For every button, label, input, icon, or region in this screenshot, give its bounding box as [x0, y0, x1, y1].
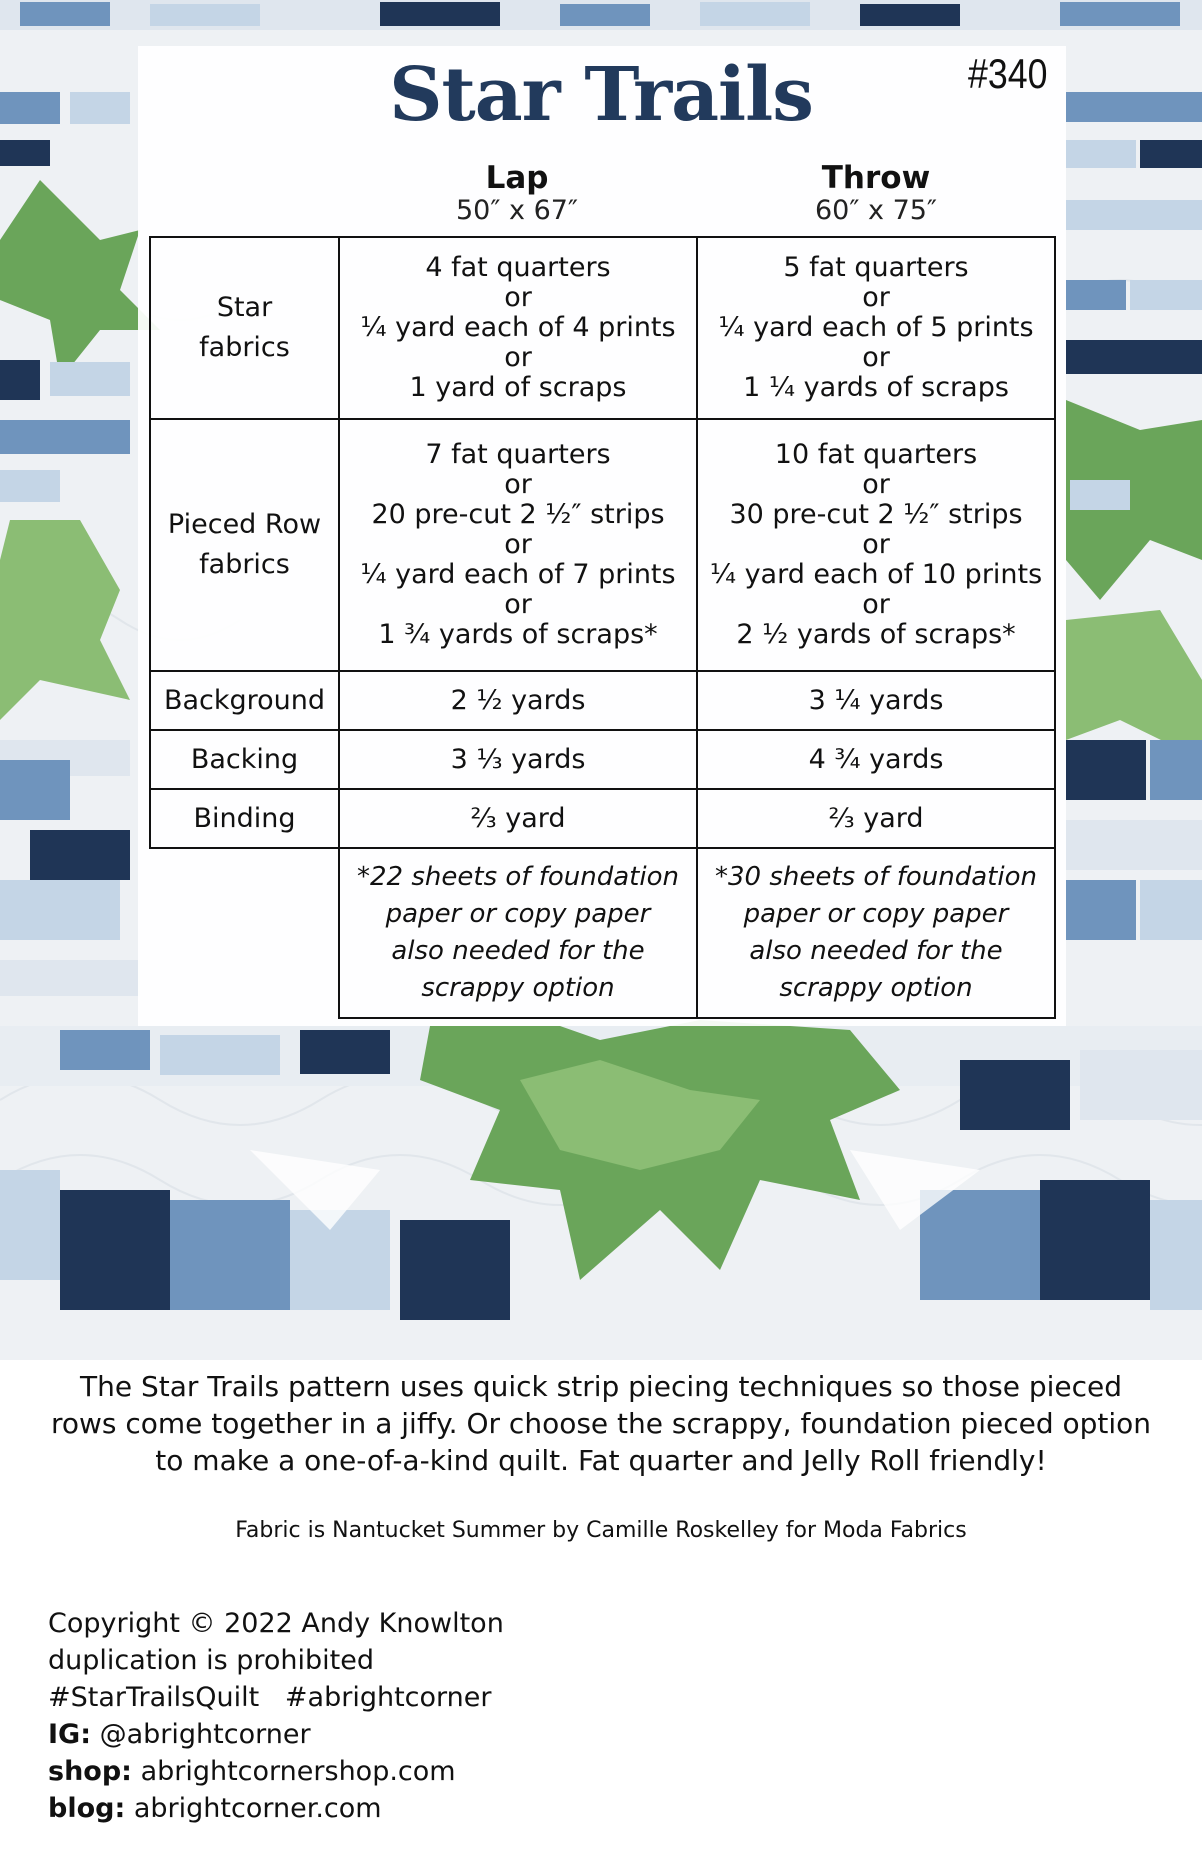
shop-line: [48, 1753, 504, 1790]
hashtags: #StarTrailsQuilt #abrightcorner: [48, 1682, 492, 1713]
lap-cell: 3 ⅓ yards: [339, 730, 697, 789]
cell-line: 10 fat quarters: [774, 439, 978, 470]
table-row-note: [150, 848, 1055, 1018]
cell-line: or: [504, 589, 532, 620]
cell-line: or: [504, 529, 532, 560]
cell-line: or: [504, 342, 532, 373]
cell-line: 7 fat quarters: [425, 439, 611, 470]
note-line: also needed for the: [391, 936, 645, 966]
cell-line: or: [862, 282, 890, 313]
pattern-title: Star Trails: [389, 52, 813, 138]
row-label: [150, 419, 339, 671]
cell-line: or: [862, 342, 890, 373]
blog-link[interactable]: abrightcorner.com: [133, 1793, 382, 1824]
throw-cell: 4 ¾ yards: [697, 730, 1055, 789]
cell-line: 4 fat quarters: [425, 252, 611, 283]
pattern-number: #340: [968, 50, 1048, 97]
shop-link[interactable]: abrightcornershop.com: [140, 1756, 456, 1787]
throw-cell: 3 ¼ yards: [697, 671, 1055, 730]
note-line: *22 sheets of foundation: [357, 862, 679, 892]
note-line: *30 sheets of foundation: [715, 862, 1037, 892]
table-row-background: [150, 671, 1055, 730]
blog-label: blog:: [48, 1793, 126, 1824]
copyright: Copyright © 2022 Andy Knowlton: [48, 1608, 504, 1639]
label-line: Pieced Row: [167, 509, 322, 540]
row-label: Backing: [150, 730, 339, 789]
duplication-notice: duplication is prohibited: [48, 1645, 374, 1676]
row-label: Background: [150, 671, 339, 730]
cell-line: 5 fat quarters: [783, 252, 969, 283]
column-name: Lap: [485, 160, 549, 196]
description-line: The Star Trails pattern uses quick strip piecing techniques so those pieced: [79, 1370, 1122, 1403]
throw-cell: [697, 419, 1055, 671]
ig-handle[interactable]: @abrightcorner: [99, 1719, 311, 1750]
lap-cell: ⅔ yard: [339, 789, 697, 848]
table-row-binding: [150, 789, 1055, 848]
column-size: 60″ x 75″: [814, 195, 938, 226]
cell-line: 20 pre-cut 2 ½″ strips: [371, 499, 665, 530]
empty-cell: [150, 848, 339, 1018]
label-line: fabrics: [199, 332, 290, 363]
fabric-credit: Fabric is Nantucket Summer by Camille Roskelley for Moda Fabrics: [235, 1518, 967, 1543]
lap-cell: 2 ½ yards: [339, 671, 697, 730]
cell-line: or: [862, 529, 890, 560]
lap-cell: [339, 237, 697, 419]
instagram-line: [48, 1716, 504, 1753]
lap-note-cell: [339, 848, 697, 1018]
column-header-lap: [338, 160, 696, 226]
note-line: also needed for the: [749, 936, 1003, 966]
table-row-backing: [150, 730, 1055, 789]
pattern-description: [30, 1368, 1172, 1479]
column-header-throw: [697, 160, 1055, 226]
blog-line: [48, 1790, 504, 1827]
shop-label: shop:: [48, 1756, 132, 1787]
column-size: 50″ x 67″: [455, 195, 579, 226]
note-line: paper or copy paper: [743, 899, 1009, 929]
table-row-star: [150, 237, 1055, 419]
cell-line: or: [862, 589, 890, 620]
cell-line: ¼ yard each of 7 prints: [360, 559, 676, 590]
cell-line: 1 ¼ yards of scraps: [743, 372, 1009, 403]
cell-line: ¼ yard each of 10 prints: [709, 559, 1043, 590]
note-line: scrappy option: [779, 973, 973, 1003]
cell-line: 30 pre-cut 2 ½″ strips: [729, 499, 1023, 530]
row-label: [150, 237, 339, 419]
cell-line: ¼ yard each of 5 prints: [718, 312, 1034, 343]
cell-line: or: [504, 282, 532, 313]
note-line: paper or copy paper: [385, 899, 651, 929]
column-name: Throw: [821, 160, 931, 196]
cell-line: 1 yard of scraps: [409, 372, 627, 403]
cell-line: 1 ¾ yards of scraps*: [378, 619, 658, 650]
cell-line: 2 ½ yards of scraps*: [736, 619, 1016, 650]
fabric-requirements-table: [149, 236, 1056, 1019]
label-line: Star: [216, 292, 273, 323]
description-line: to make a one-of-a-kind quilt. Fat quarter and Jelly Roll friendly!: [155, 1444, 1047, 1477]
cell-line: or: [504, 469, 532, 500]
cell-line: ¼ yard each of 4 prints: [360, 312, 676, 343]
footer: [48, 1605, 504, 1827]
label-line: fabrics: [199, 549, 290, 580]
throw-cell: ⅔ yard: [697, 789, 1055, 848]
throw-note-cell: [697, 848, 1055, 1018]
throw-cell: [697, 237, 1055, 419]
cell-line: or: [862, 469, 890, 500]
description-line: rows come together in a jiffy. Or choose the scrappy, foundation pieced option: [50, 1407, 1152, 1440]
ig-label: IG:: [48, 1719, 92, 1750]
table-row-pieced: [150, 419, 1055, 671]
row-label: Binding: [150, 789, 339, 848]
note-line: scrappy option: [421, 973, 615, 1003]
lap-cell: [339, 419, 697, 671]
